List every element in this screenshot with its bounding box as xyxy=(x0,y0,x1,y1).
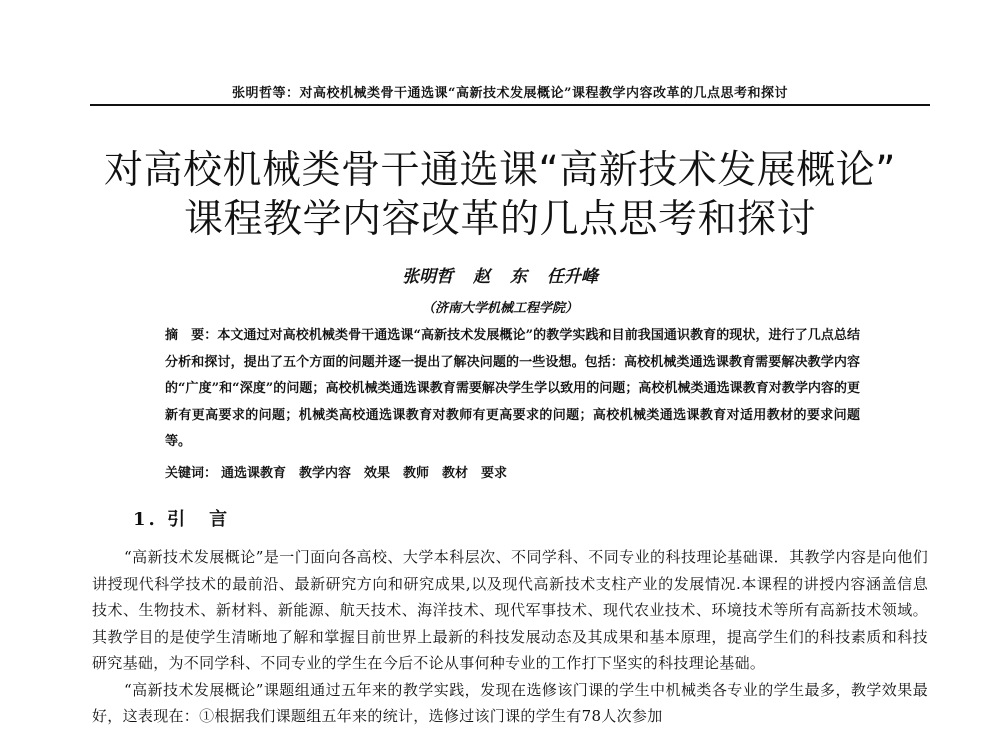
running-header: 张明哲等：对高校机械类骨干通选课“高新技术发展概论”课程教学内容改革的几点思考和探讨 xyxy=(232,86,788,101)
abstract xyxy=(165,323,860,456)
paper-title-line-1: 对高校机械类骨干通选课“高新技术发展概论” xyxy=(104,148,896,193)
body-text xyxy=(92,544,928,730)
author-affiliation: （济南大学机械工程学院） xyxy=(421,301,578,316)
section-heading xyxy=(133,505,230,531)
header-rule xyxy=(90,104,930,106)
author-list: 张明哲 赵 东 任升峰 xyxy=(402,267,598,287)
keywords-label: 关键词： xyxy=(165,466,218,481)
keywords-text: 通选课教育 教学内容 效果 教师 教材 要求 xyxy=(221,466,508,481)
paragraph: “高新技术发展概论”课题组通过五年来的教学实践，发现在选修该门课的学生中机械类各专业的学生最多，教学效果最好，这表现在：①根据我们课题组五年来的统计，选修过该门课的学生有78人次参加 xyxy=(92,680,928,725)
keywords xyxy=(165,462,860,481)
paragraph: “高新技术发展概论”是一门面向各高校、大学本科层次、不同学科、不同专业的科技理论基础课．其教学内容是向他们讲授现代科学技术的最前沿、最新研究方向和研究成果,以及现代高新技术支柱产业的发展情况.本课程的讲授内容涵盖信息技术、生物技术、新材料、新能源、航天技术、海洋技术、现代军事技术、现代农业技术、环境技术等所有高新技术领域。其教学目的是使学生清晰地了解和掌握目前世界上最新的科技发展动态及其成果和基本原理，提高学生们的科技素质和科技研究基础，为不同学科、不同专业的学生在今后不论从事何种专业的工作打下坚实的科技理论基础。 xyxy=(92,548,928,672)
section-number: 1. xyxy=(133,509,158,530)
section-title: 引 言 xyxy=(167,509,231,530)
paper-title-line-2: 课程教学内容改革的几点思考和探讨 xyxy=(183,197,816,242)
abstract-text: 本文通过对高校机械类骨干通选课“高新技术发展概论”的教学实践和目前我国通识教育的现状，进行了几点总结分析和探讨，提出了五个方面的问题并逐一提出了解决问题的一些设想。包括：高校机械类通选课教育需要解决教学内容的“广度”和“深度”的问题；高校机械类通选课教育需要解决学生学以致用的问题；高校机械类通选课教育对教学内容的更新有更高要求的问题；机械类高校通选课教育对教师有更高要求的问题；高校机械类通选课教育对适用教材的要求问题等。 xyxy=(165,328,860,449)
abstract-label: 摘 要： xyxy=(165,328,218,343)
